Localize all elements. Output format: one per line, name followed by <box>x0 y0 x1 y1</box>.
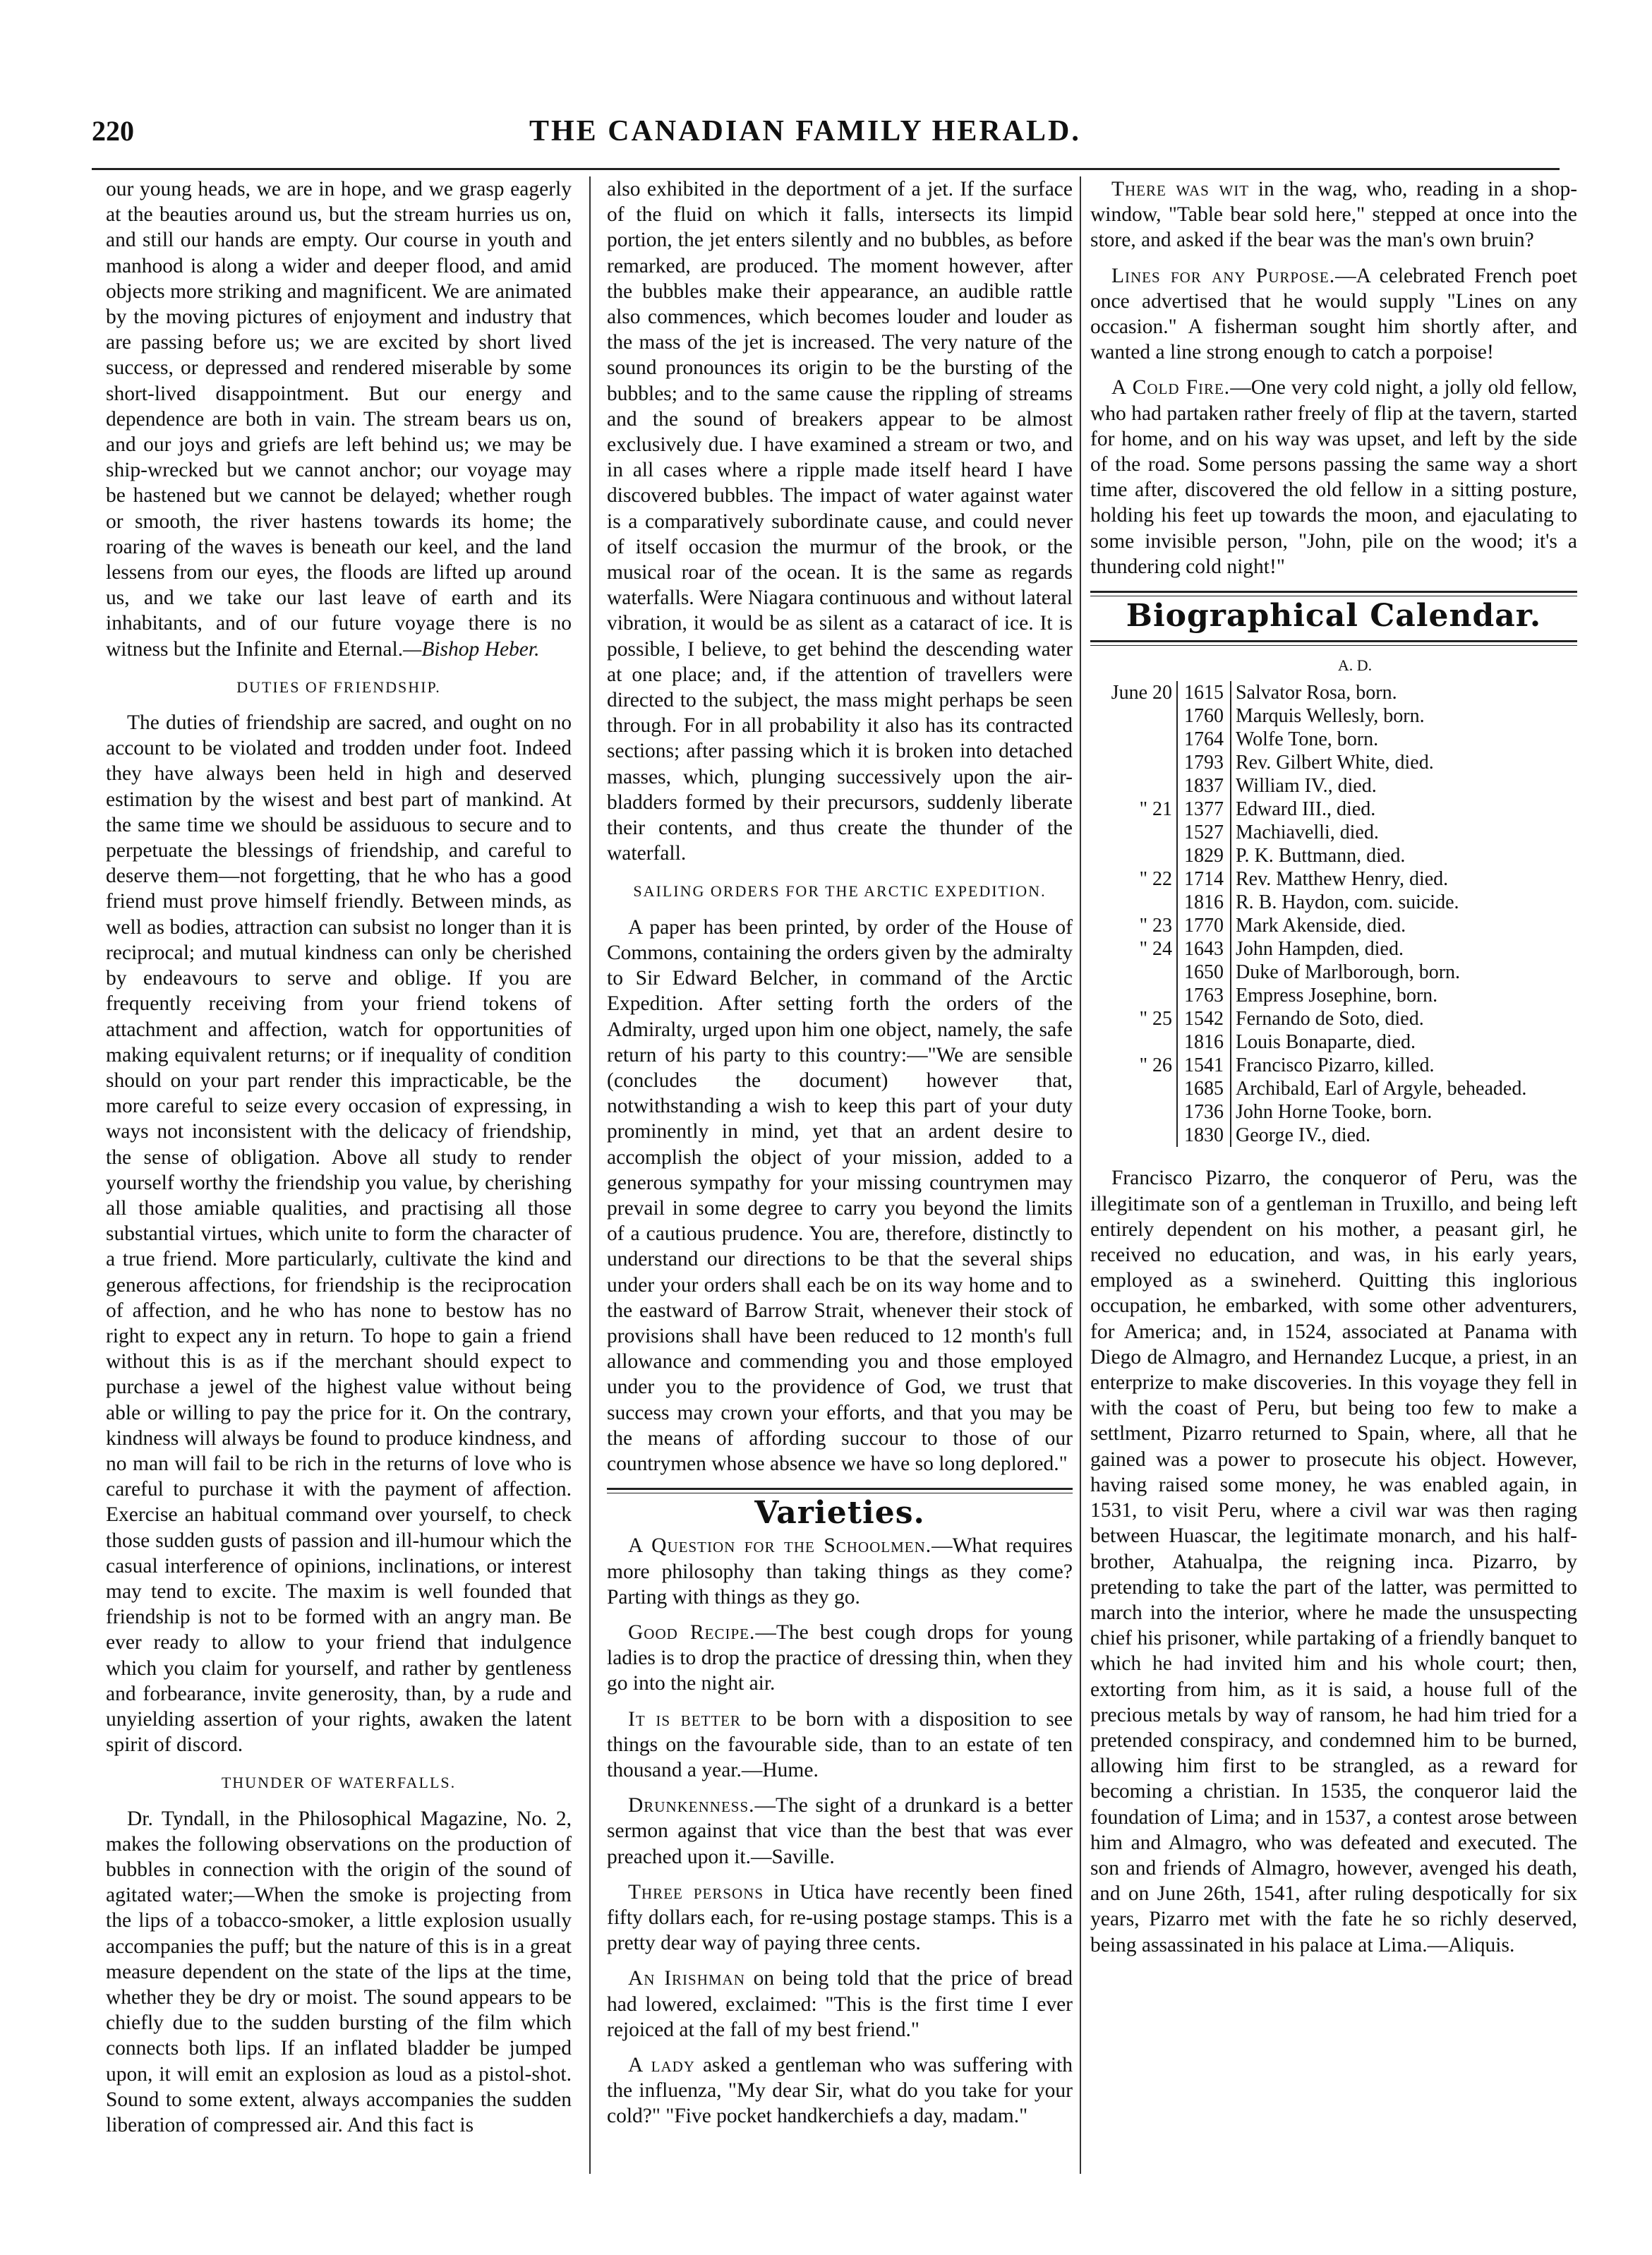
calendar-event: Mark Akenside, died. <box>1236 915 1406 937</box>
calendar-date <box>1090 1030 1177 1054</box>
calendar-event: R. B. Haydon, com. suicide. <box>1236 891 1459 914</box>
calendar-row <box>1090 1124 1577 1147</box>
calendar-row <box>1090 821 1577 844</box>
column-2 <box>607 176 1073 2174</box>
article-paragraph: The duties of friendship are sacred, and ought on no account to be violated and trodden under foot. Indeed they have always been held in high and deserved estimation by the wisest and best part of mankind. At the same time we should be assiduous to secure and to perpetuate the blessings of friendship, and careful to deserve them—not forgetting, that he who has a good friend must prove himself friendly. Between minds, as well as bodies, attraction can subsist no longer than it is reciprocal; and mutual kindness can only be cherished by endeavours to serve and oblige. If you are frequently receiving from your friend tokens of attachment and affection, watch for opportunities of making equivalent returns; or if inequality of condition should on your part render this impracticable, be the more careful to seize every occasion of expressing, in ways not inconsistent with the delicacy of friendship, the sense of obligation. Above all study to render yourself worthy the friendship you value, by cherishing all those amiable qualities, and practising all those substantial virtues, which unite to form the character of a true friend. More particularly, cultivate the kind and generous affections, for friendship is the reciprocation of affection, and he who has none to bestow has no right to expect any in return. To hope to gain a friend without this is as if the merchant should expect to purchase a jewel of the highest value without being able or willing to pay the price for it. On the contrary, kindness will always be found to produce kindness, and no man will fail to be rich in the returns of love who is careful to purchase it with the payment of affection. Exercise an habitual command over yourself, to check those sudden gusts of passion and ill-humour which the casual interference of opinions, inclinations, or interest may tend to excite. The maxim is well founded that friendship is not to be formed with an angry man. Be ever ready to allow to your friend that indulgence which you claim for yourself, and rather by gentleness and forbearance, invite generosity, than, by a rude and unyielding assertion of your rights, awaken the latent spirit of discord. <box>106 711 572 1757</box>
section-heading: SAILING ORDERS FOR THE ARCTIC EXPEDITION. <box>633 882 1047 901</box>
calendar-year: 1542 <box>1177 1007 1231 1030</box>
calendar-year: 1830 <box>1177 1124 1231 1147</box>
calendar-date <box>1090 1077 1177 1100</box>
article-paragraph: A paper has been printed, by order of the House of Commons, containing the orders given by the admiralty to Sir Edward Belcher, in command of the Arctic Expedition. After setting forth the orders of the Admiralty, urged upon him one object, namely, the safe return of his party to this country:—"We are sensible (concludes the document) however that, notwithstanding a wish to keep this part of your duty prominently in mind, yet that an ardent desire to accomplish the object of your mission, added to a generous sympathy for your missing countrymen may prevail in some degree to carry you beyond the limits of a cautious prudence. You are, therefore, distinctly to understand our directions to be that the several ships under your orders shall each be on its way home and to the eastward of Barrow Strait, whenever their stock of provisions shall have been reduced to 12 month's full allowance and commending you and those employed under you to the providence of God, we trust that success may crown your efforts, and that you may be the means of affording succour to those of our countrymen whose absence we have so long deplored." <box>607 915 1073 1475</box>
calendar-year: 1685 <box>1177 1077 1231 1100</box>
article-paragraph: also exhibited in the deportment of a jet. If the surface of the fluid on which it falls, intersects its limpid portion, the jet enters silently and no bubbles, as before remarked, are produced. The moment however, after the bubbles make their appearance, an audible rattle also commences, which becomes louder and louder as the mass of the jet is increased. The very nature of the sound pronounces its origin to be the bursting of the bubbles; and to the same cause the rippling of streams and the sound of breakers appear to be almost exclusively due. I have examined a stream or two, and in all cases where a ripple made itself heard I have discovered bubbles. The impact of water against water is a comparatively subordinate cause, and could never of itself occasion the murmur of the brook, or the musical roar of the ocean. It is the same as regards waterfalls. Were Niagara continuous and without lateral vibration, it would be as silent as a cataract of ice. It is possible, I believe, to get behind the descending water at one place; and, if the attention of travellers were directed to the subject, the mass might perhaps be seen through. For in all probability it also has its contracted sections; after passing which it is broken into detached masses, which, plunging successively upon the air-bladders formed by their precursors, suddenly liberate their contents, and thus create the thunder of the waterfall. <box>607 178 1073 865</box>
calendar-date <box>1090 821 1177 844</box>
anecdote: A Cold Fire.—One very cold night, a jolly old fellow, who had partaken rather freely of flip at the tavern, started for home, and on his way was upset, and left by the side of the road. Some persons passing the same way a short time after, discovered the old fellow in a sitting posture, holding his feet up towards the moon, and ejaculating to some invisible person, "John, pile on the wood; it's a thundering cold night!" <box>1090 376 1577 578</box>
article-paragraph: our young heads, we are in hope, and we grasp eagerly at the beauties around us, but the stream hurries us on, and still our hands are empty. Our course in youth and manhood is along a wider and deeper flood, and amid objects more striking and magnificent. We are animated by the moving pictures of enjoyment and industry that are passing before us; we are excited by short lived success, or depressed and rendered miserable by some short-lived disappointment. But our energy and dependence are both in vain. The stream bears us on, and our joys and griefs are left behind us; we may be ship-wrecked but we cannot anchor; our voyage may be hastened but we cannot be delayed; whether rough or smooth, the river hastens towards its home; the roaring of the waves is beneath our keel, and the land lessens from our eyes, the floods are lifted up around us, and we take our last leave of earth and its inhabitants, and of our future voyage there is no witness but the Infinite and Eternal.—Bishop Heber. <box>106 178 572 661</box>
calendar-row <box>1090 1100 1577 1124</box>
calendar-year: 1527 <box>1177 821 1231 844</box>
calendar-year: 1816 <box>1177 891 1231 914</box>
running-title: THE CANADIAN FAMILY HERALD. <box>529 115 1081 148</box>
calendar-event: Edward III., died. <box>1236 798 1376 821</box>
calendar-table <box>1090 681 1577 1147</box>
calendar-year: 1615 <box>1177 681 1231 704</box>
calendar-date <box>1090 751 1177 774</box>
calendar-year: 1763 <box>1177 984 1231 1007</box>
calendar-event: Rev. Gilbert White, died. <box>1236 752 1434 774</box>
calendar-date <box>1090 1124 1177 1147</box>
column-rule-2 <box>1080 176 1081 2174</box>
calendar-date: " 24 <box>1139 938 1172 961</box>
section-heading: THUNDER OF WATERFALLS. <box>221 1774 457 1792</box>
calendar-date <box>1090 844 1177 867</box>
variety-item: Good Recipe.—The best cough drops for young ladies is to drop the practice of dressing thin, when they go into the night air. <box>607 1620 1073 1695</box>
author-credit: —Bishop Heber. <box>403 637 540 661</box>
article-paragraph: Francisco Pizarro, the conqueror of Peru, was the illegitimate son of a gentleman in Truxillo, and being left entirely dependent on his mother, a peasant girl, he received no education, and was, in his early years, employed as a swineherd. Quitting this inglorious occupation, he embarked, with some other adventurers, for America; and, in 1524, associated at Panama with Diego de Almagro, and Hernandez Lucque, a priest, in an enterprize to make discoveries. In this voyage they fell in with the coast of Peru, but being too few to make a settlment, Pizarro returned to Spain, where, all that he gained was a power to prosecute his object. However, having raised some money, he was enabled again, in 1531, to visit Peru, where a civil war was then raging between Huascar, the legitimate monarch, and his half-brother, Atahualpa, the reigning inca. Pizarro, by pretending to take the part of the latter, was permitted to march into the interior, where he made the unsuspecting chief his prisoner, while partaking of a friendly banquet to which he had invited him and his whole court; then, extorting from him, as it is said, a house full of the precious metals by way of ransom, he had him tried for a pretended conspiracy, and condemned him to be burned, allowing him first to be strangled, as a reward for becoming a christian. In 1535, the conqueror laid the foundation of Lima; and in 1537, a contest arose between him and Almagro, who was defeated and executed. The son and friends of Almagro, however, avenged his death, and on June 26th, 1541, after ruling despotically for six years, Pizarro met with the fate he so richly deserved, being assassinated in his palace at Lima.—Aliquis. <box>1090 1167 1577 1956</box>
calendar-row <box>1090 914 1577 937</box>
calendar-event: Francisco Pizarro, killed. <box>1236 1054 1435 1077</box>
calendar-event: Archibald, Earl of Argyle, beheaded. <box>1236 1078 1527 1100</box>
double-rule <box>607 1488 1073 1493</box>
calendar-heading: Biographical Calendar. <box>1126 598 1542 635</box>
calendar-year: 1829 <box>1177 844 1231 867</box>
calendar-year: 1760 <box>1177 704 1231 728</box>
calendar-row <box>1090 751 1577 774</box>
calendar-year: 1650 <box>1177 961 1231 984</box>
anecdote: There was wit in the wag, who, reading in a shop-window, "Table bear sold here," stepped at once into the store, and asked if the bear was the man's own bruin? <box>1090 178 1577 252</box>
page-header <box>92 114 1560 164</box>
calendar-row <box>1090 1077 1577 1100</box>
calendar-row <box>1090 681 1577 704</box>
calendar-year: 1541 <box>1177 1054 1231 1077</box>
calendar-date <box>1090 961 1177 984</box>
calendar-event: William IV., died. <box>1236 775 1377 798</box>
article-paragraph: Dr. Tyndall, in the Philosophical Magazine, No. 2, makes the following observations on the production of bubbles in connection with the origin of the sound of agitated water;—When the smoke is projecting from the lips of a tobacco-smoker, a little explosion usually accompanies the puff; but the nature of this is in a great measure dependent on the state of the lips at the time, whether they be dry or moist. The sound appears to be chiefly due to the sudden bursting of the film which connects both lips. If an inflated bladder be jumped upon, it will emit an explosion as loud as a pistol-shot. Sound to some extent, always accompanies the sudden liberation of compressed air. And this fact is <box>106 1807 572 2137</box>
variety-item: Drunkenness.—The sight of a drunkard is a better sermon against that vice than the best that was ever preached upon it.—Saville. <box>607 1794 1073 1868</box>
calendar-event: Machiavelli, died. <box>1236 822 1379 844</box>
calendar-date: June 20 <box>1111 682 1172 704</box>
calendar-row <box>1090 1054 1577 1077</box>
calendar-date <box>1090 984 1177 1007</box>
calendar-row <box>1090 774 1577 798</box>
column-1 <box>106 176 572 2174</box>
calendar-year: 1764 <box>1177 728 1231 751</box>
calendar-event: P. K. Buttmann, died. <box>1236 845 1406 867</box>
variety-item: Three persons in Utica have recently been fined fifty dollars each, for re-using postage stamps. This is a pretty dear way of paying three cents. <box>607 1880 1073 1955</box>
calendar-row <box>1090 704 1577 728</box>
section-heading: DUTIES OF FRIENDSHIP. <box>236 678 441 696</box>
calendar-event: Wolfe Tone, born. <box>1236 728 1379 751</box>
variety-item: It is better to be born with a disposition to see things on the favourable side, than to an estate of ten thousand a year.—Hume. <box>607 1707 1073 1781</box>
calendar-date <box>1090 704 1177 728</box>
calendar-row <box>1090 1030 1577 1054</box>
calendar-event: George IV., died. <box>1236 1124 1371 1147</box>
calendar-event: Duke of Marlborough, born. <box>1236 961 1461 984</box>
varieties-heading: Varieties. <box>754 1495 925 1532</box>
anecdote: Lines for any Purpose.—A celebrated French poet once advertised that he would supply "Lines on any occasion." A fisherman sought him shortly after, and wanted a line strong enough to catch a porpoise! <box>1090 264 1577 364</box>
calendar-date <box>1090 891 1177 914</box>
calendar-year: 1714 <box>1177 867 1231 891</box>
calendar-year: 1377 <box>1177 798 1231 821</box>
calendar-date: " 23 <box>1139 915 1172 937</box>
calendar-date <box>1090 728 1177 751</box>
calendar-date: " 25 <box>1139 1008 1172 1030</box>
calendar-row <box>1090 844 1577 867</box>
variety-item: A Question for the Schoolmen.—What requires more philosophy than taking things as they come? Parting with things as they go. <box>607 1534 1073 1608</box>
variety-item: A lady asked a gentleman who was suffering with the influenza, "My dear Sir, what do you take for your cold?" "Five pocket handkerchiefs a day, madam." <box>607 2054 1073 2128</box>
variety-item: An Irishman on being told that the price of bread had lowered, exclaimed: "This is the first time I ever rejoiced at the fall of my best friend." <box>607 1967 1073 2041</box>
calendar-event: Rev. Matthew Henry, died. <box>1236 868 1449 891</box>
calendar-date <box>1090 1100 1177 1124</box>
calendar-event: Salvator Rosa, born. <box>1236 682 1397 704</box>
calendar-row <box>1090 867 1577 891</box>
calendar-row <box>1090 891 1577 914</box>
calendar-era-label: A. D. <box>1337 656 1373 675</box>
column-rule-1 <box>589 176 591 2174</box>
calendar-event: Marquis Wellesly, born. <box>1236 705 1425 728</box>
calendar-row <box>1090 1007 1577 1030</box>
double-rule <box>1090 640 1577 646</box>
calendar-row <box>1090 728 1577 751</box>
calendar-event: John Horne Tooke, born. <box>1236 1101 1433 1124</box>
calendar-event: Louis Bonaparte, died. <box>1236 1031 1416 1054</box>
calendar-year: 1643 <box>1177 937 1231 961</box>
calendar-event: John Hampden, died. <box>1236 938 1404 961</box>
calendar-date: " 22 <box>1139 868 1172 891</box>
page-number: 220 <box>92 115 134 147</box>
calendar-year: 1793 <box>1177 751 1231 774</box>
column-3 <box>1090 176 1577 2174</box>
calendar-year: 1736 <box>1177 1100 1231 1124</box>
calendar-event: Fernando de Soto, died. <box>1236 1008 1424 1030</box>
calendar-date: " 26 <box>1139 1054 1172 1077</box>
calendar-row <box>1090 984 1577 1007</box>
calendar-year: 1837 <box>1177 774 1231 798</box>
calendar-date <box>1090 774 1177 798</box>
calendar-row <box>1090 961 1577 984</box>
calendar-date: " 21 <box>1139 798 1172 821</box>
calendar-event: Empress Josephine, born. <box>1236 985 1438 1007</box>
calendar-year: 1816 <box>1177 1030 1231 1054</box>
double-rule <box>1090 591 1577 596</box>
header-rule <box>92 168 1560 170</box>
calendar-row <box>1090 937 1577 961</box>
calendar-year: 1770 <box>1177 914 1231 937</box>
calendar-row <box>1090 798 1577 821</box>
